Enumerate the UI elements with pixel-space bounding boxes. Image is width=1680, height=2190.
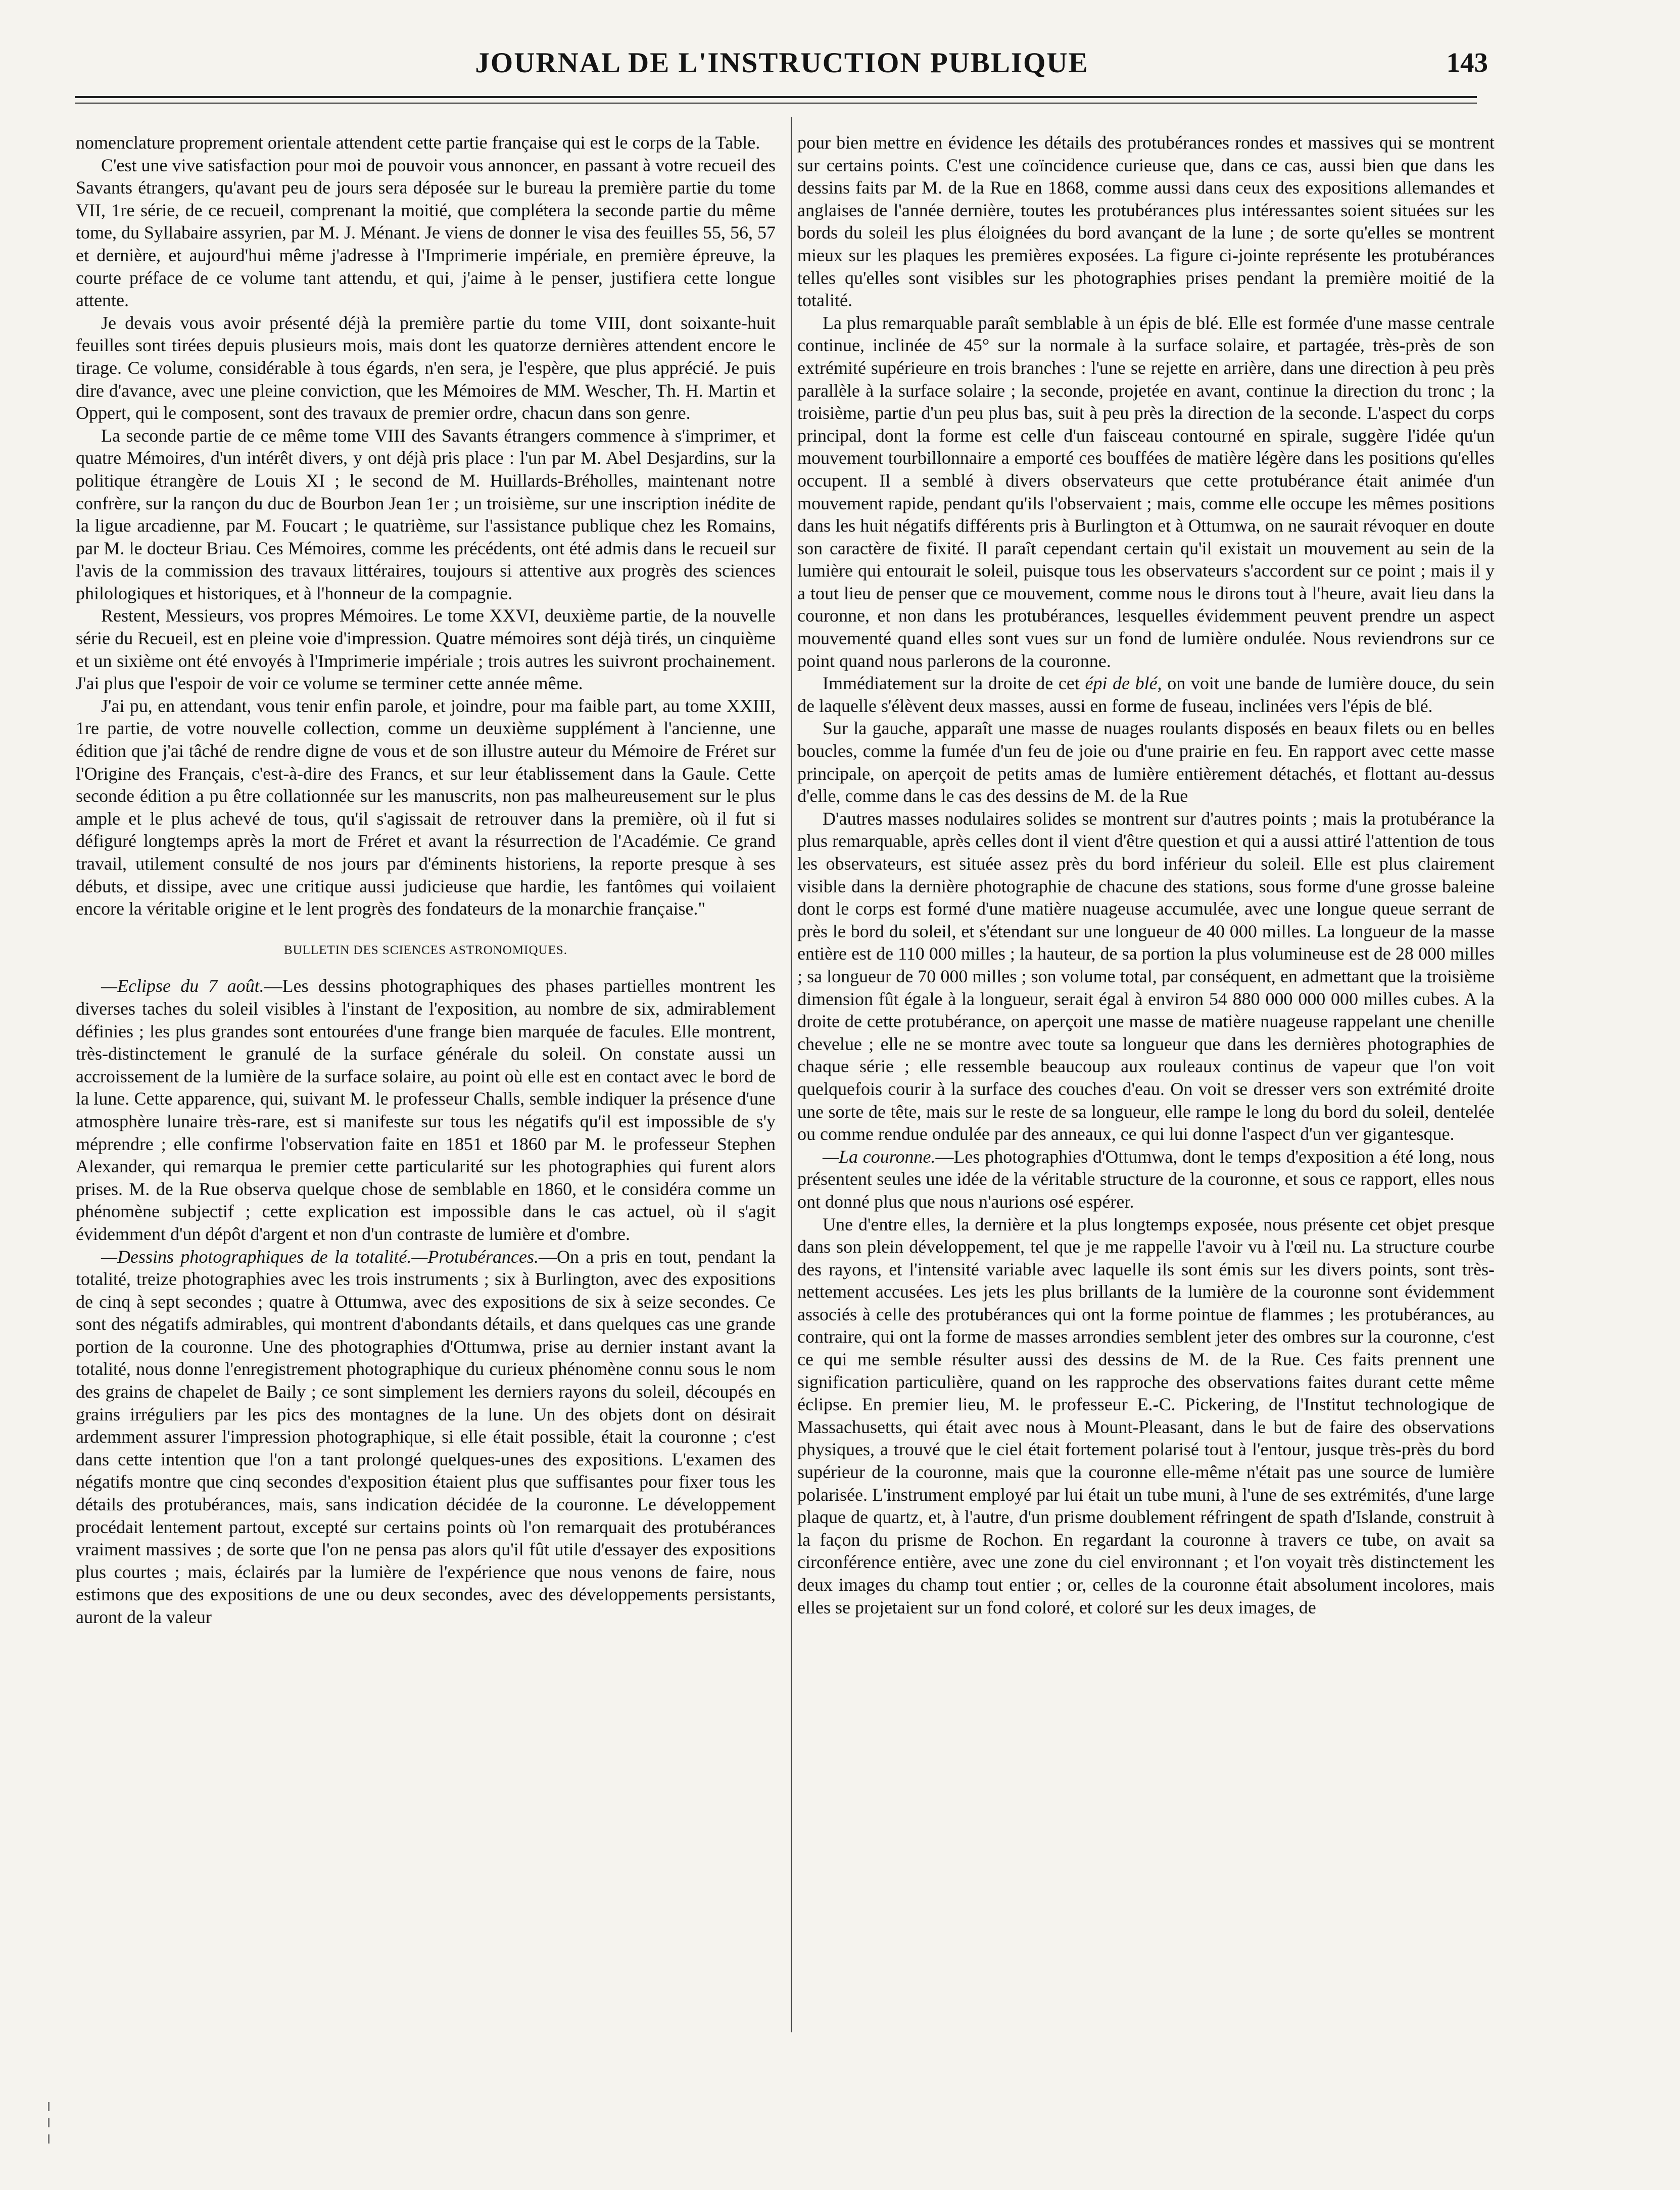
left-column xyxy=(76,131,776,2031)
column-divider xyxy=(791,117,792,2032)
paragraph: Restent, Messieurs, vos propres Mémoires. Le tome XXVI, deuxième partie, de la nouvelle série du Recueil, est en pleine voie d'impression. Quatre mémoires sont déjà tirés, un cinquième et un sixième ont été envoyés à l'Imprimerie impériale ; trois autres les suivront prochainement. J'ai plus que l'espoir de voir ce volume se terminer cette année même. xyxy=(76,605,776,694)
header-rule-thin xyxy=(75,103,1477,104)
paragraph-text: —Les photographies d'Ottumwa, dont le temps d'exposition a été long, nous présentent seules une idée de la véritable structure de la couronne, et sous ce rapport, elles nous ont donné plus que nous n'aurions osé espérer. xyxy=(797,1146,1495,1212)
page-number: 143 xyxy=(1446,47,1488,78)
header-rule-thick xyxy=(75,96,1477,98)
subheading: —Eclipse du 7 août. xyxy=(101,976,264,996)
section-heading: BULLETIN DES SCIENCES ASTRONOMIQUES. xyxy=(283,943,568,957)
paragraph: D'autres masses nodulaires solides se montrent sur d'autres points ; mais la protubérance la plus remarquable, après celles dont il vient d'être question et qui a aussi attiré l'attention de tous les observateurs, est située assez près du bord inférieur du soleil. Elle est plus clairement visible dans la dernière photographie de chacune des stations, sous forme d'une grosse baleine dont le corps est formé d'une matière nuageuse accumulée, avec une longue queue serrant de près le bord du soleil, et s'étendant sur une longueur de 40 000 milles. La longueur de la masse entière est de 110 000 milles ; la hauteur, de sa portion la plus volumineuse est de 28 000 milles ; sa longueur de 70 000 milles ; son volume total, par conséquent, en admettant que la troisième dimension fût égale à la longueur, serait égal à environ 54 880 000 000 000 milles cubes. A la droite de cette protubérance, on aperçoit une masse de matière nuageuse rappelant une chenille chevelue ; elle ne se montre avec toute sa longueur que dans les dernières photographies de chaque série ; elle ressemble beaucoup aux rouleaux continus de vapeur que l'on voit quelquefois courir à la surface des couches d'eau. On voit se dresser vers son extrémité droite une sorte de tête, mais sur le reste de sa longueur, elle rampe le long du bord du soleil, dentelée ou comme rendue ondulée par des anneaux, ce qui lui donne l'aspect d'un ver gigantesque. xyxy=(797,808,1495,1145)
paragraph-text: —On a pris en tout, pendant la totalité, treize photographies avec les trois instruments ; six à Burlington, avec des expositions de cinq à sept secondes ; quatre à Ottumwa, avec des expositions de six à seize secondes. Ce sont des négatifs admirables, qui montrent d'abondants détails, et dans quelques cas une grande portion de la couronne. Une des photographies d'Ottumwa, prise au dernier instant avant la totalité, nous donne l'enregistrement photographique du curieux phénomène connu sous le nom des grains de chapelet de Baily ; ce sont simplement les derniers rayons du soleil, découpés en grains irréguliers par les pics des montagnes de la lune. Un des objets dont on désirait ardemment assurer l'impression photographique, si elle était possible, était la couronne ; c'est dans cette intention que l'on a tant prolongé quelques-unes des expositions. L'examen des négatifs montre que cinq secondes d'exposition étaient plus que suffisantes pour fixer tous les détails des protubérances, mais, sans indication décidée de la couronne. Le développement procédait lentement partout, excepté sur certains points où l'on remarquait des protubérances vraiment massives ; de sorte que l'on ne pensa pas alors qu'il fût utile d'essayer des expositions plus courtes ; mais, éclairés par la lumière de l'expérience que nous venons de faire, nous estimons que des expositions de une ou deux secondes, avec des développements persistants, auront de la valeur xyxy=(76,1246,776,1627)
paragraph xyxy=(76,1246,776,1629)
emphasis: épi de blé xyxy=(1085,673,1158,694)
subheading: —La couronne. xyxy=(823,1146,936,1167)
paragraph: pour bien mettre en évidence les détails des protubérances rondes et massives qui se montrent sur certains points. C'est une coïncidence curieuse que, dans ce cas, aussi bien que dans les dessins faits par M. de la Rue en 1868, comme aussi dans ceux des expositions allemandes et anglaises de l'année dernière, toutes les protubérances plus intéressantes soient situées sur les bords du soleil les plus éloignées du bord avançant de la lune ; de sorte qu'elles se montrent mieux sur les plaques les premières exposées. La figure ci-jointe représente les protubérances telles qu'elles sont visibles sur les photographies prises pendant la première moitié de la totalité. xyxy=(797,132,1495,311)
paragraph: Je devais vous avoir présenté déjà la première partie du tome VIII, dont soixante-huit feuilles sont tirées depuis plusieurs mois, mais dont les quatorze dernières attendent encore le tirage. Ce volume, considérable à tous égards, n'en sera, je l'espère, que plus apprécié. Je puis dire d'avance, avec une pleine conviction, que les Mémoires de MM. Wescher, Th. H. Martin et Oppert, qui le composent, sont des travaux de premier ordre, chacun dans son genre. xyxy=(76,312,776,423)
paragraph-text: Immédiatement sur la droite de cet xyxy=(823,673,1085,694)
paragraph xyxy=(797,672,1495,717)
paragraph: nomenclature proprement orientale attendent cette partie française qui est le corps de la Table. xyxy=(76,132,760,153)
paragraph xyxy=(797,1146,1495,1213)
paragraph xyxy=(76,975,776,1245)
right-column xyxy=(797,131,1495,2031)
paragraph: J'ai pu, en attendant, vous tenir enfin parole, et joindre, pour ma faible part, au tome XXIII, 1re partie, de votre nouvelle collection, comme un deuxième supplément à l'ancienne, une édition que j'ai tâché de rendre digne de vous et de son illustre auteur du Mémoire de Fréret sur l'Origine des Français, c'est-à-dire des Francs, et sur leur établissement dans la Gaule. Cette seconde édition a pu être collationnée sur les manuscrits, non pas malheureusement sur le plus ample et le plus achevé de tous, qu'il s'agissait de retrouver dans la première, où il fut si défiguré longtemps après la mort de Fréret et avant la résurrection de l'Académie. Ce grand travail, utilement consulté de nos jours par d'éminents historiens, la reporte presque à ses débuts, et dissipe, avec une critique aussi judicieuse que hardie, les fantômes qui voilaient encore la véritable origine et le lent progrès des fondateurs de la monarchie française." xyxy=(76,695,776,919)
paragraph: La plus remarquable paraît semblable à un épis de blé. Elle est formée d'une masse centrale continue, inclinée de 45° sur la normale à la surface solaire, et partagée, très-près de son extrémité supérieure en trois branches : l'une se rejette en arrière, dans une direction à peu près parallèle à la surface solaire ; la seconde, projetée en avant, continue la direction du tronc ; la troisième, partie d'un peu plus bas, suit à peu près la direction de la seconde. L'aspect du corps principal, dont la forme est celle d'un faisceau contourné en spirale, suggère l'idée qu'un mouvement tourbillonnaire a emporté ces bouffées de matière légère dans les positions qu'elles occupent. Il a semblé à divers observateurs que cette protubérance était animée d'un mouvement rapide, pendant qu'ils l'observaient ; mais, comme elle occupe les mêmes positions dans les huit négatifs différents pris à Burlington et à Ottumwa, on ne saurait révoquer en doute son caractère de fixité. Il paraît cependant certain qu'il existait un mouvement au sein de la lumière qui entourait le soleil, puisque tous les observateurs s'accordent sur ce point ; mais il y a tout lieu de penser que ce mouvement, comme nous le dirons tout à l'heure, avait lieu dans la couronne, et non dans les protubérances, lesquelles évidemment peuvent prendre un aspect mouvementé quand elles sont vues sur un fond de lumière ondulée. Nous reviendrons sur ce point quand nous parlerons de la couronne. xyxy=(797,312,1495,671)
running-title: JOURNAL DE L'INSTRUCTION PUBLIQUE xyxy=(475,47,1089,79)
page-header xyxy=(76,46,1488,87)
paragraph: La seconde partie de ce même tome VIII des Savants étrangers commence à s'imprimer, et quatre Mémoires, d'un intérêt divers, y ont déjà pris place : l'un par M. Abel Desjardins, sur la politique étrangère de Louis XI ; le second de M. Huillards-Bréholles, maintenant notre confrère, sur la rançon du duc de Bourbon Jean 1er ; un troisième, sur une inscription inédite de la ligue arcadienne, par M. Foucart ; le quatrième, sur l'assistance publique chez les Romains, par M. le docteur Briau. Ces Mémoires, comme les précédents, ont été admis dans le recueil sur l'avis de la commission des travaux littéraires, toujours si attentive aux progrès des sciences philologiques et historiques, et à l'honneur de la compagnie. xyxy=(76,425,776,603)
paragraph: Une d'entre elles, la dernière et la plus longtemps exposée, nous présente cet objet presque dans son plein développement, tel que je me rappelle l'avoir vu à l'œil nu. La structure courbe des rayons, et l'intensité variable avec laquelle ils sont émis sur les divers points, sont très-nettement accusées. Les jets les plus brillants de la lumière de la couronne sont évidemment associés à celle des protubérances qui ont la forme pointue de flammes ; les protubérances, au contraire, qui ont la forme de masses arrondies semblent jeter des ombres sur la couronne, c'est ce qui me semble résulter aussi des dessins de M. de la Rue. Ces faits prennent une signification particulière, quand on les rapproche des observations faites durant cette même éclipse. En premier lieu, M. le professeur E.-C. Pickering, de l'Institut technologique de Massachusetts, qui était avec nous à Mount-Pleasant, dans le but de faire des observations physiques, a trouvé que le ciel était fortement polarisé tout à l'entour, jusque très-près du bord supérieur de la couronne, mais que la couronne elle-même n'était pas une source de lumière polarisée. L'instrument employé par lui était un tube muni, à l'une de ses extrémités, d'une large plaque de quartz, et, à l'autre, d'un prisme doublement réfringent de spath d'Islande, construit à la façon du prisme de Rochon. En regardant la couronne à travers ce tube, on avait sa circonférence entière, avec une zone du ciel environnant ; et l'on voyait très distinctement les deux images du champ tout entier ; or, celles de la couronne était absolument incolores, mais elles se projetaient sur un fond coloré, et coloré sur les deux images, de xyxy=(797,1214,1495,1617)
subheading: —Dessins photographiques de la totalité.—Protubérances. xyxy=(101,1246,539,1267)
paragraph-text: —Les dessins photographiques des phases partielles montrent les diverses taches du soleil visibles à l'instant de l'exposition, au nombre de six, admirablement définies ; les plus grandes sont entourées d'une frange bien marquée de facules. Elle montrent, très-distinctement le granulé de la surface générale du soleil. On constate aussi un accroissement de la lumière de la surface solaire, au point où elle est en contact avec le bord de la lune. Cette apparence, qui, suivant M. le professeur Challs, semble indiquer la présence d'une atmosphère lunaire très-rare, est si manifeste sur tous les négatifs qu'il est impossible de s'y méprendre ; elle confirme l'observation faite en 1851 et 1860 par M. le professeur Stephen Alexander, qui remarqua le premier cette particularité sur les photographies qui furent alors prises. M. de la Rue observa quelque chose de semblable en 1860, et le considéra comme un phénomène subjectif ; cette explication est impossible dans le cas actuel, où il s'agit évidemment d'un dépôt d'argent et non d'un contraste de lumière et d'ombre. xyxy=(76,976,776,1244)
scan-margin-marks xyxy=(48,2102,58,2163)
paragraph: Sur la gauche, apparaît une masse de nuages roulants disposés en beaux filets ou en belles boucles, comme la fumée d'un feu de joie ou d'une prairie en feu. En rapport avec cette masse principale, on aperçoit de petits amas de lumière entièrement détachés, et flottant au-dessus d'elle, comme dans le cas des dessins de M. de la Rue xyxy=(797,718,1495,806)
paragraph: C'est une vive satisfaction pour moi de pouvoir vous annoncer, en passant à votre recueil des Savants étrangers, qu'avant peu de jours sera déposée sur le bureau la première partie du tome VII, 1re série, de ce recueil, comprenant la moitié, que complétera la seconde partie du même tome, du Syllabaire assyrien, par M. J. Ménant. Je viens de donner le visa des feuilles 55, 56, 57 et dernière, et aujourd'hui même j'adresse à l'Imprimerie impériale, en première épreuve, la courte préface de ce volume tant attendu, et qui, j'aime à le penser, justifiera cette longue attente. xyxy=(76,155,776,311)
paragraph-text: , on voit une bande de lumière douce, du sein de laquelle s'élèvent deux masses, aussi en forme de fuseau, inclinées vers l'épis de blé. xyxy=(797,673,1495,716)
